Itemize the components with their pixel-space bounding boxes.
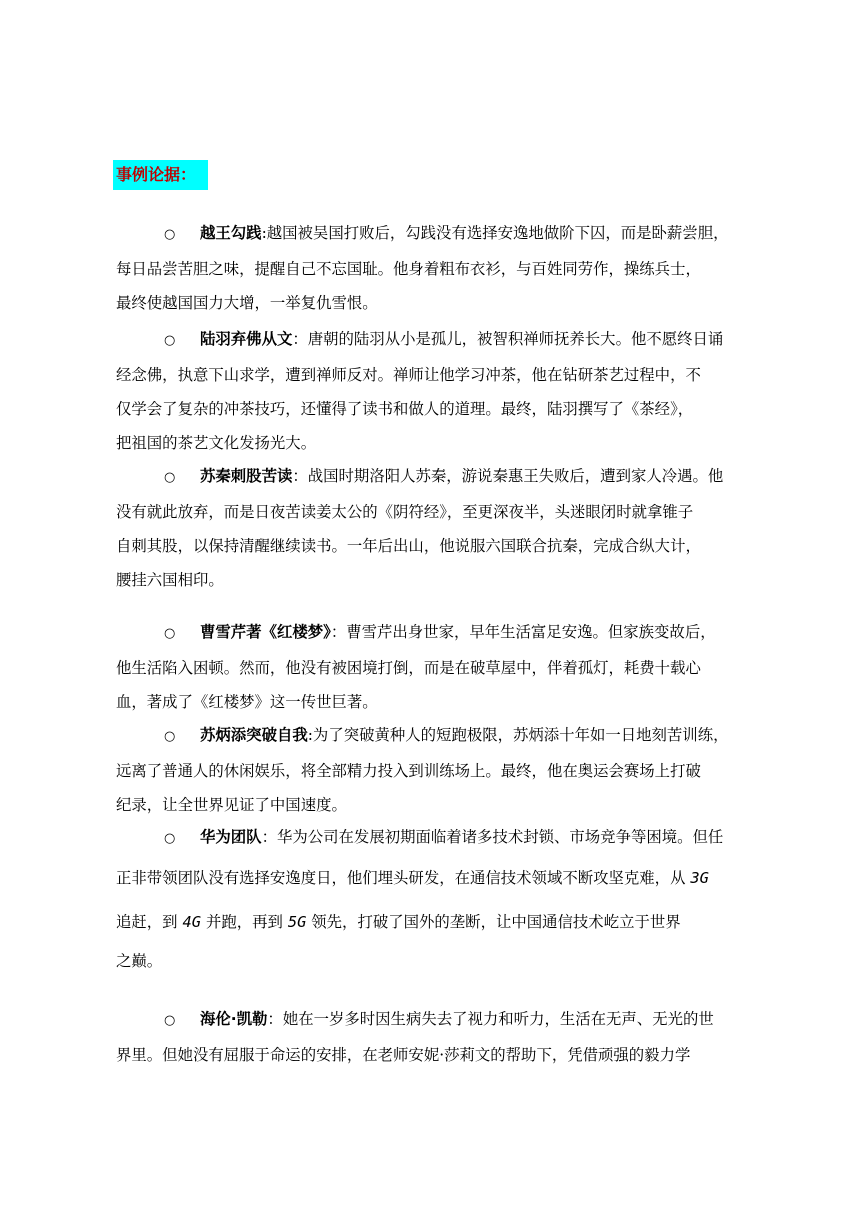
- entry-title: 苏炳添突破自我: [200, 726, 308, 744]
- tech-label: 4G: [182, 913, 202, 931]
- bullet-icon: ○: [164, 333, 176, 348]
- entry-title: 曹雪芹著《红楼梦》: [200, 623, 331, 641]
- bullet-icon: ○: [164, 729, 176, 744]
- entry-title: 陆羽弃佛从文: [200, 330, 293, 348]
- list-item: ○ 曹雪芹著《红楼梦》：曹雪芹出身世家，早年生活富足安逸。但家族变故后， 他生活陷入困顿。然而，他没有被困境打倒，而是在破草屋中，伴着孤灯，耗费十载心 血，著成了《红楼梦》这一传世巨著。: [116, 615, 784, 719]
- section-heading: 事例论据：: [113, 160, 208, 190]
- list-item: ○ 海伦·凯勒：她在一岁多时因生病失去了视力和听力，生活在无声、无光的世 界里。但她没有屈服于命运的安排，在老师安妮·莎莉文的帮助下，凭借顽强的毅力学: [116, 1002, 784, 1072]
- entry-title: 越王勾践: [200, 224, 262, 242]
- list-item: ○ 陆羽弃佛从文：唐朝的陆羽从小是孤儿，被智积禅师抚养长大。他不愿终日诵 经念佛，执意下山求学，遭到禅师反对。禅师让他学习冲茶，他在钻研茶艺过程中，不 仅学会了复杂的冲茶技巧，还懂得了读书和做人的道理。最终，陆羽撰写了《茶经》， 把祖国的茶艺文化发扬光大。: [116, 322, 784, 460]
- tech-label: 3G: [690, 869, 709, 887]
- bullet-icon: ○: [164, 626, 176, 641]
- bullet-icon: ○: [164, 470, 176, 485]
- bullet-icon: ○: [164, 1013, 176, 1028]
- bullet-icon: ○: [164, 831, 176, 846]
- bullet-icon: ○: [164, 227, 176, 242]
- entry-title: 华为团队: [200, 828, 262, 846]
- entry-title: 苏秦刺股苦读: [200, 467, 293, 485]
- list-item: ○ 苏炳添突破自我:为了突破黄种人的短跑极限，苏炳添十年如一日地刻苦训练， 远离了普通人的休闲娱乐，将全部精力投入到训练场上。最终，他在奥运会赛场上打破 纪录，让全世界见证了中国速度。: [116, 718, 784, 822]
- tech-label: 5G: [287, 913, 307, 931]
- entry-title: 海伦·凯勒: [200, 1010, 268, 1028]
- list-item: ○ 苏秦刺股苦读：战国时期洛阳人苏秦，游说秦惠王失败后，遭到家人冷遇。他 没有就此放弃，而是日夜苦读姜太公的《阴符经》，至更深夜半，头迷眼闭时就拿锥子 自刺其股，以保持清醒继续读书。一年后出山，他说服六国联合抗秦，完成合纵大计， 腰挂六国相印。: [116, 459, 784, 597]
- list-item: ○ 华为团队：华为公司在发展初期面临着诸多技术封锁、市场竞争等困境。但任 正非带领团队没有选择安逸度日，他们埋头研发，在通信技术领域不断攻坚克难，从 3G 追赶，到 4G 并跑，再到 5G 领先，打破了国外的垄断，让中国通信技术屹立于世界 之巅。: [116, 820, 784, 978]
- list-item: ○ 越王勾践:越国被吴国打败后，勾践没有选择安逸地做阶下囚，而是卧薪尝胆， 每日品尝苦胆之味，提醒自己不忘国耻。他身着粗布衣衫，与百姓同劳作，操练兵士， 最终使越国国力大增，一举复仇雪恨。: [116, 216, 784, 320]
